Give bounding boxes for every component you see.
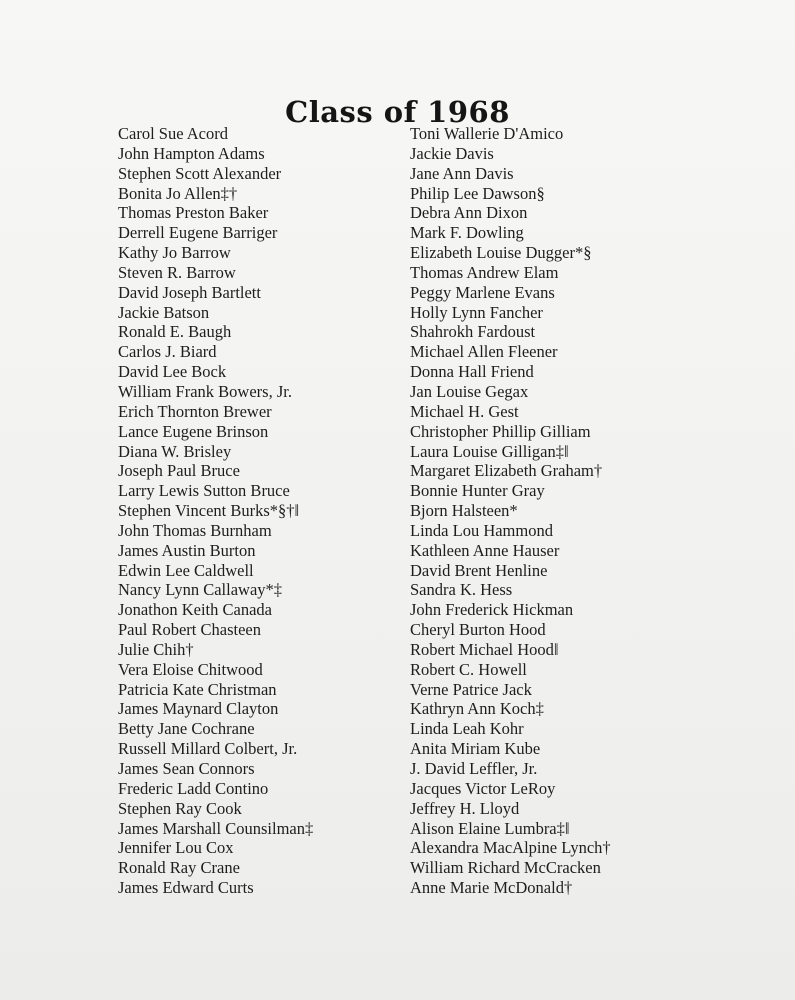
graduate-name: Jeffrey H. Lloyd [410,798,520,818]
graduate-name: Linda Lou Hammond [410,520,553,540]
graduate-name: Shahrokh Fardoust [410,322,536,342]
graduate-name: Steven R. Barrow [118,262,236,282]
graduate-name: Nancy Lynn Callaway*‡ [118,580,283,600]
graduate-name: Ronald E. Baugh [118,322,232,342]
graduate-name: Christopher Phillip Gilliam [410,421,591,441]
graduate-name: William Richard McCracken [410,858,601,878]
graduate-name: Frederic Ladd Contino [118,778,269,798]
graduate-name: Julie Chih† [118,639,194,659]
graduate-name: Michael Allen Fleener [410,342,558,362]
graduate-name: Margaret Elizabeth Graham† [410,461,603,481]
graduate-name: Anne Marie McDonald† [410,878,573,898]
graduate-name: Joseph Paul Bruce [118,461,240,481]
graduate-name: Erich Thornton Brewer [118,401,272,421]
graduate-name: Paul Robert Chasteen [118,620,261,640]
graduate-name: Lance Eugene Brinson [118,421,269,441]
graduate-name: Jonathon Keith Canada [118,600,272,620]
graduate-name: James Maynard Clayton [118,699,279,719]
graduate-name: Kathryn Ann Koch‡ [410,699,544,719]
graduate-name: Verne Patrice Jack [410,679,532,699]
graduate-name: Stephen Ray Cook [118,798,242,818]
graduate-name: Bjorn Halsteen* [410,501,518,521]
graduate-name: Alexandra MacAlpine Lynch† [410,838,611,858]
graduate-name: John Hampton Adams [118,143,265,163]
graduate-name: Vera Eloise Chitwood [118,659,263,679]
graduate-name: Kathy Jo Barrow [118,243,231,263]
graduate-name: Alison Elaine Lumbra‡‖ [410,818,570,838]
graduate-name: Patricia Kate Christman [118,679,277,699]
graduate-name: David Joseph Bartlett [118,282,261,302]
graduate-name: Debra Ann Dixon [410,203,528,223]
graduate-name: Jan Louise Gegax [410,381,529,401]
graduate-name: Michael H. Gest [410,401,519,421]
graduate-name: James Marshall Counsilman‡ [118,818,314,838]
graduate-name: Stephen Scott Alexander [118,163,282,183]
graduate-name: Donna Hall Friend [410,362,534,382]
graduate-name: Jennifer Lou Cox [118,838,234,858]
graduate-name: James Sean Connors [118,759,255,778]
graduate-name: William Frank Bowers, Jr. [118,381,292,401]
graduate-name: Sandra K. Hess [410,580,513,600]
graduate-name: Thomas Andrew Elam [410,262,559,282]
graduate-name: John Frederick Hickman [410,600,574,620]
graduate-name: Anita Miriam Kube [410,739,541,759]
graduate-name: Philip Lee Dawson§ [410,183,545,203]
graduate-name: Linda Leah Kohr [410,719,524,739]
graduate-name: Edwin Lee Caldwell [118,560,254,580]
graduate-name: David Brent Henline [410,560,548,580]
graduate-name: Kathleen Anne Hauser [410,540,560,560]
graduate-name: Diana W. Brisley [118,441,232,461]
graduate-name: Carol Sue Acord [118,124,228,143]
graduate-name: Jacques Victor LeRoy [410,778,556,798]
graduate-name: Robert Michael Hood‖ [410,639,559,659]
name-list-left [118,124,313,898]
graduate-name: Thomas Preston Baker [118,203,269,223]
name-list-right [410,124,611,898]
graduate-name: Ronald Ray Crane [118,858,240,878]
graduate-name: Carlos J. Biard [118,342,217,362]
graduate-name: Mark F. Dowling [410,223,524,243]
graduate-name: J. David Leffler, Jr. [410,759,538,778]
graduate-name: Jackie Davis [410,143,494,163]
graduate-name: Elizabeth Louise Dugger*§ [410,243,592,263]
graduate-name: Russell Millard Colbert, Jr. [118,739,298,759]
graduate-name: Peggy Marlene Evans [410,282,555,302]
graduate-name: John Thomas Burnham [118,520,272,540]
graduate-name: Derrell Eugene Barriger [118,223,278,243]
graduate-name: Bonita Jo Allen‡† [118,183,238,203]
graduate-name: Stephen Vincent Burks*§†‖ [118,501,300,521]
graduate-name: Jackie Batson [118,302,210,322]
graduate-name: James Austin Burton [118,540,256,560]
graduate-name: Jane Ann Davis [410,163,514,183]
graduate-name: Betty Jane Cochrane [118,719,255,739]
graduate-name: James Edward Curts [118,878,254,898]
graduate-name: Larry Lewis Sutton Bruce [118,481,290,501]
graduate-name: Laura Louise Gilligan‡‖ [410,441,569,461]
graduate-name: Bonnie Hunter Gray [410,481,545,501]
page-title: Class of 1968 [285,95,510,130]
graduate-name: Cheryl Burton Hood [410,620,546,640]
graduate-name: David Lee Bock [118,362,227,382]
graduate-name: Holly Lynn Fancher [410,302,543,322]
graduate-name: Robert C. Howell [410,659,527,679]
graduate-name: Toni Wallerie D'Amico [410,124,564,143]
